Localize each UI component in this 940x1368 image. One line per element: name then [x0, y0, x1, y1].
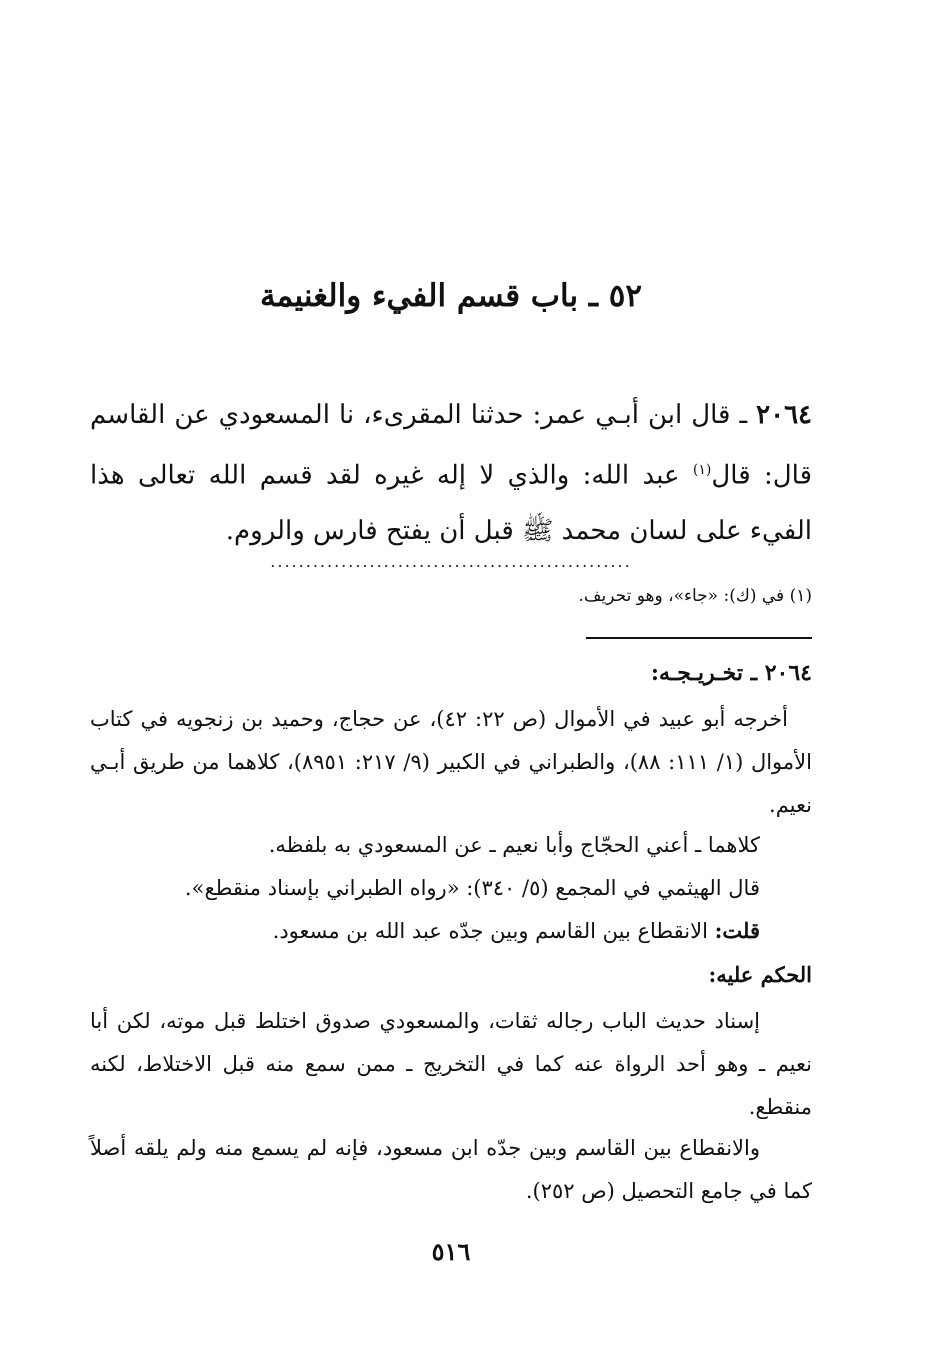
hadith-text	[90, 388, 812, 559]
hadith-text-part2: عبد الله: والذي لا إله غيره لقد قسم الله تعالى هذا الفيء على لسان محمد ﷺ قبل أن يفتح فارس والروم.	[90, 460, 812, 546]
chapter-title: ٥٢ ـ باب قسم الفيء والغنيمة	[259, 278, 643, 314]
hukm-heading: الحكم عليه:	[708, 962, 812, 987]
separator-dots: ...................................................	[270, 552, 632, 571]
takhrij-line	[90, 918, 812, 943]
divider	[586, 637, 812, 639]
page-number: ٥١٦	[431, 1237, 471, 1266]
takhrij-heading: ٢٠٦٤ ـ تخـريـجـه:	[650, 660, 812, 686]
hadith-text-part1: ـ قال ابن أبـي عمر: حدثنا المقرىء، نا المسعودي عن القاسم قال: قال	[90, 400, 812, 491]
hukm-paragraph: والانقطاع بين القاسم وبين جدّه ابن مسعود، فإنه لم يسمع منه ولم يلقه أصلاً كما في جامع التحصيل (ص ٢٥٢).	[90, 1136, 812, 1203]
book-page	[90, 0, 812, 1368]
note-label: قلت:	[714, 918, 760, 943]
note-text: الانقطاع بين القاسم وبين جدّه عبد الله بن مسعود.	[272, 919, 715, 943]
footnote-reference[interactable]: (١)	[692, 462, 712, 478]
takhrij-line: قال الهيثمي في المجمع (٥/ ٣٤٠): «رواه الطبراني بإسناد منقطع».	[184, 876, 760, 900]
takhrij-paragraph: أخرجه أبو عبيد في الأموال (ص ٢٢: ٤٢)، عن حجاج، وحميد بن زنجويه في كتاب الأموال (١/ ١١١: ٨٨)، والطبراني في الكبير (٩/ ٢١٧: ٨٩٥١)، كلاهما من طريق أبـي نعيم.	[90, 707, 812, 817]
footnote: (١) في (ك): «جاء»، وهو تحريف.	[578, 586, 812, 606]
hukm-paragraph: إسناد حديث الباب رجاله ثقات، والمسعودي صدوق اختلط قبل موته، لكن أبا نعيم ـ وهو أحد الرواة عنه كما في التخريج ـ ممن سمع منه قبل الاختلاط، لكنه منقطع.	[90, 1009, 812, 1119]
takhrij-line: كلاهما ـ أعني الحجّاج وأبا نعيم ـ عن المسعودي به بلفظه.	[268, 833, 760, 857]
hadith-number: ٢٠٦٤	[756, 400, 812, 430]
